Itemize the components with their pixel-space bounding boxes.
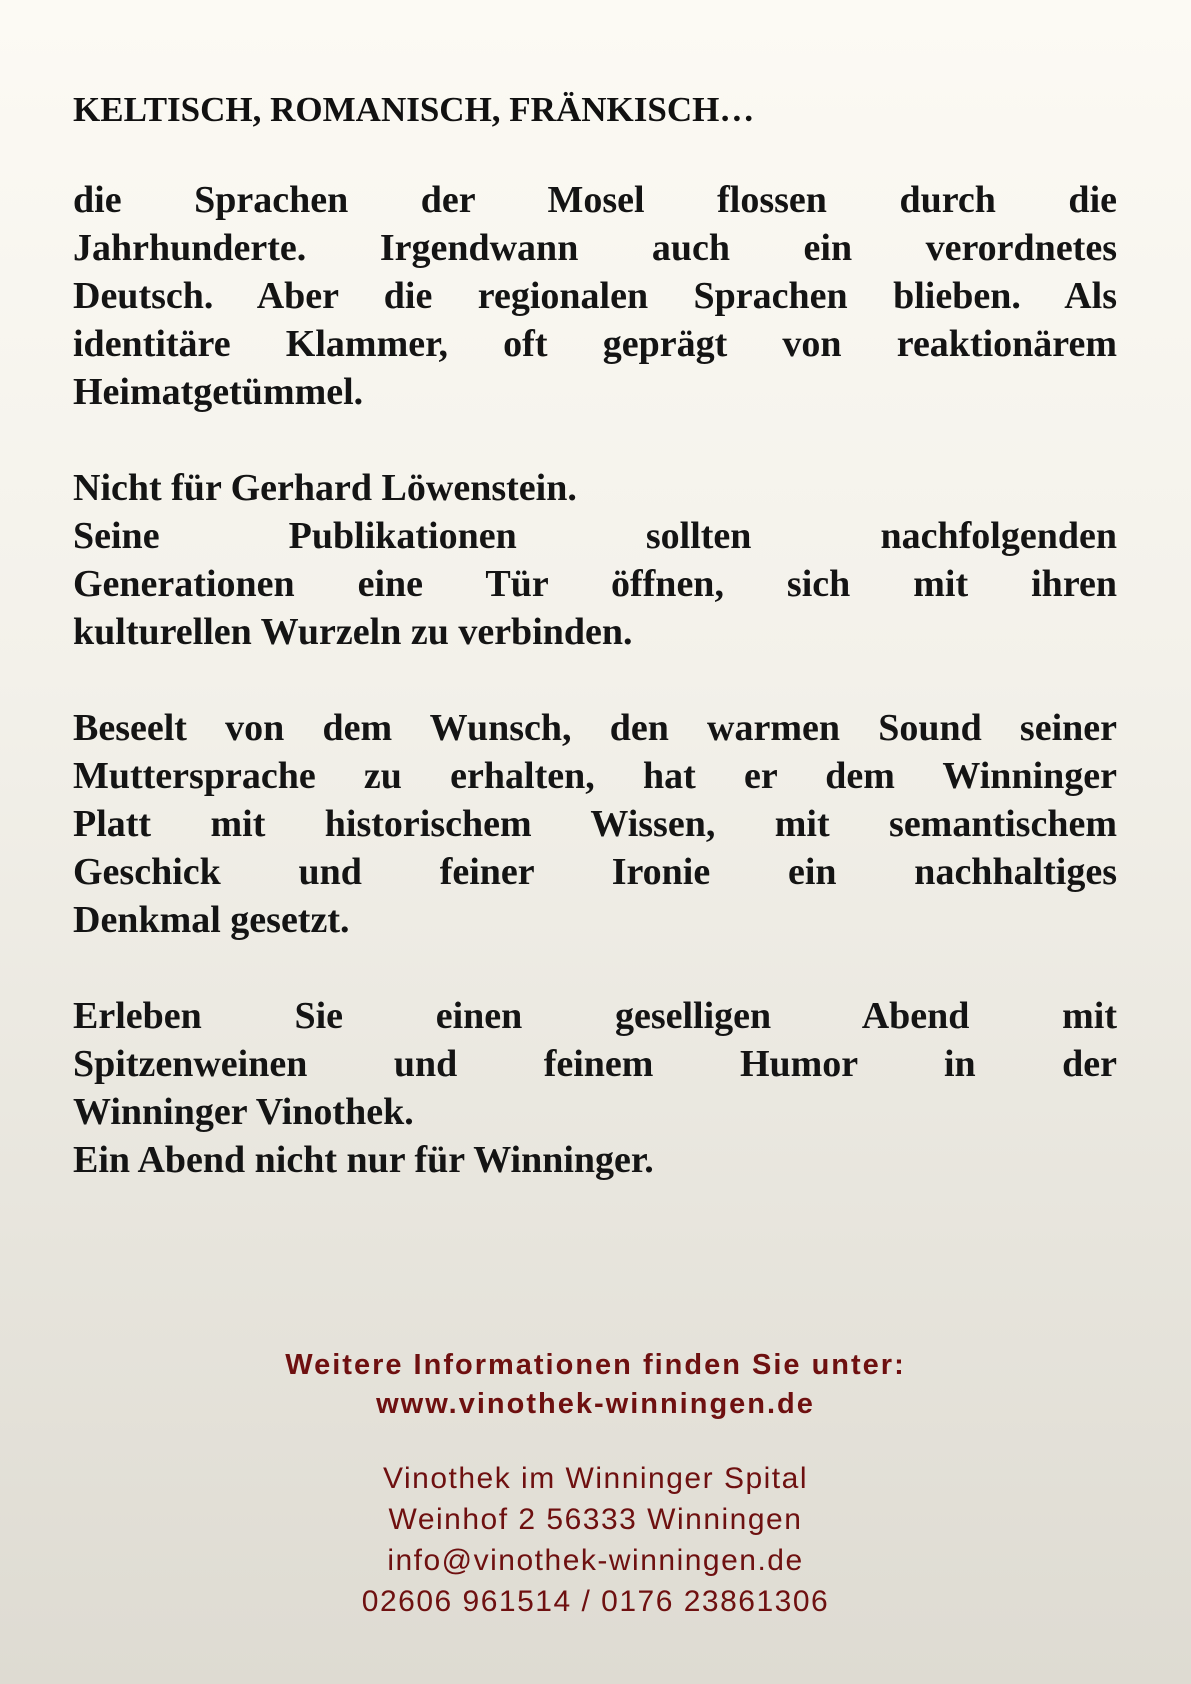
- text-line: Ein Abend nicht nur für Winninger.: [73, 1139, 654, 1181]
- paragraph-3: [73, 704, 1117, 944]
- text-line: Deutsch. Aber die regionalen Sprachen blieben. Als: [73, 275, 1117, 317]
- text-line: Erleben Sie einen geselligen Abend mit: [73, 995, 1117, 1037]
- paragraph-2: [73, 464, 1117, 656]
- phone-numbers: 02606 961514 / 0176 23861306: [361, 1585, 830, 1618]
- footer-contact: [0, 1346, 1191, 1622]
- text-line: Denkmal gesetzt.: [73, 899, 350, 941]
- text-line: Geschick und feiner Ironie ein nachhaltiges: [73, 851, 1117, 893]
- email-link[interactable]: info@vinothek-winningen.de: [387, 1544, 804, 1577]
- text-line: Generationen eine Tür öffnen, sich mit ihren: [73, 563, 1117, 605]
- paragraph-1: [73, 176, 1117, 416]
- body-text: [73, 176, 1117, 1184]
- text-line: Nicht für Gerhard Löwenstein.: [73, 467, 577, 509]
- text-line: identitäre Klammer, oft geprägt von reaktionärem: [73, 323, 1117, 365]
- text-line: Muttersprache zu erhalten, hat er dem Winninger: [73, 755, 1117, 797]
- paragraph-4: [73, 992, 1117, 1184]
- text-line: die Sprachen der Mosel flossen durch die: [73, 179, 1117, 221]
- text-line: Seine Publikationen sollten nachfolgenden: [73, 515, 1117, 557]
- text-line: Beseelt von dem Wunsch, den warmen Sound seiner: [73, 707, 1117, 749]
- info-label: Weitere Informationen finden Sie unter:: [285, 1349, 906, 1381]
- text-line: Winninger Vinothek.: [73, 1091, 414, 1133]
- website-link[interactable]: www.vinothek-winningen.de: [376, 1388, 815, 1420]
- text-line: Platt mit historischem Wissen, mit semantischem: [73, 803, 1117, 845]
- text-line: kulturellen Wurzeln zu verbinden.: [73, 611, 633, 653]
- address: Weinhof 2 56333 Winningen: [388, 1503, 803, 1536]
- text-line: Heimatgetümmel.: [73, 371, 364, 413]
- text-line: Jahrhunderte. Irgendwann auch ein verordnetes: [73, 227, 1117, 269]
- venue-name: Vinothek im Winninger Spital: [383, 1462, 808, 1495]
- text-line: Spitzenweinen und feinem Humor in der: [73, 1043, 1117, 1085]
- heading: KELTISCH, ROMANISCH, FRÄNKISCH…: [73, 90, 755, 129]
